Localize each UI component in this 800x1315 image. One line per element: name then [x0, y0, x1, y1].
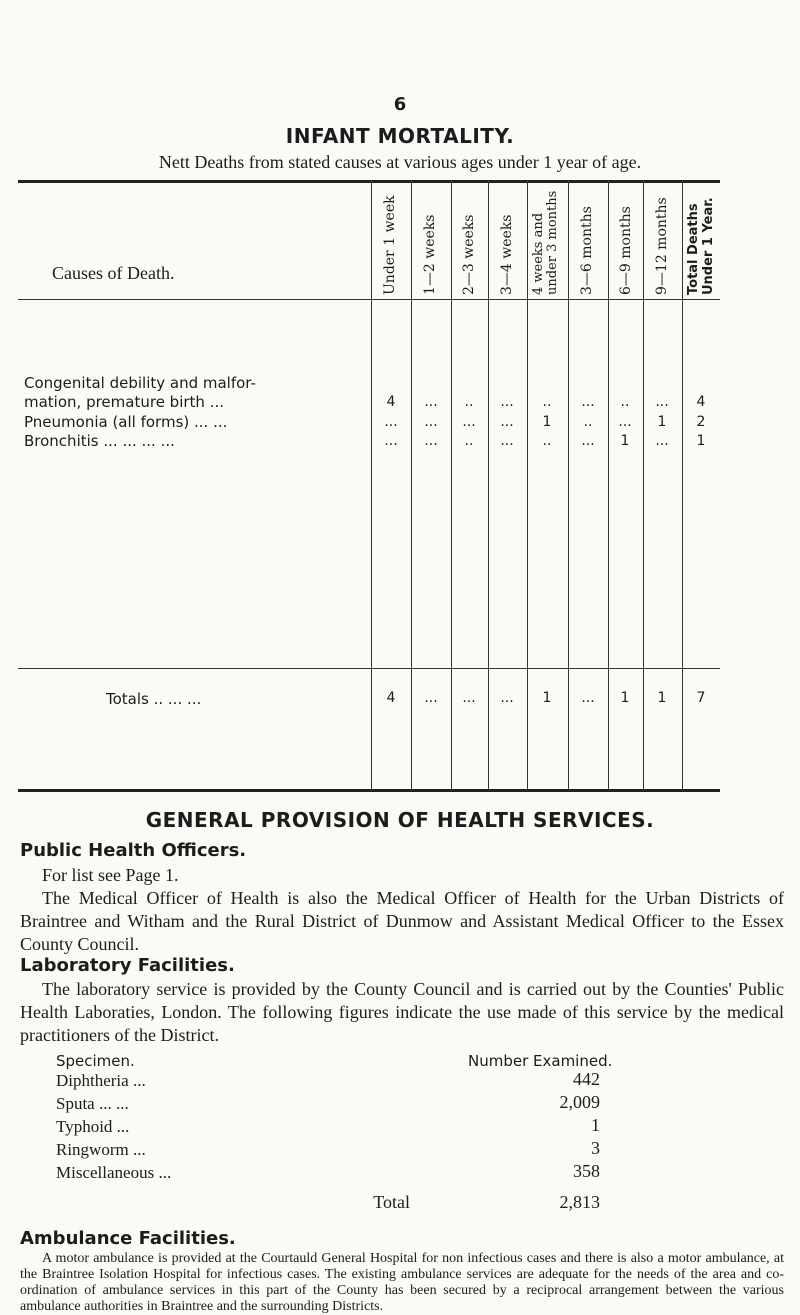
totals-cell: 1	[542, 690, 552, 706]
totals-cell: ...	[500, 690, 514, 706]
ambulance-text: A motor ambulance is provided at the Courtauld General Hospital for non infectious cases and there is also a motor ambulance, at the Braintree Isolation Hospital for infectious cases. The existing ambulance services are adequate for the needs of the area and co-ordination of ambulance services in this part of the County has been secured by a reciprocal arrangement between the various ambulance authorities in Braintree and the surrounding Districts.	[20, 1251, 784, 1314]
table-cell: ...	[581, 394, 595, 410]
table-cell: ...	[500, 433, 514, 449]
laboratory-text: The laboratory service is provided by the County Council and is carried out by the Counties' Public Health Laboraties, London. The following figures indicate the use made of this service by the medical practitioners of the District.	[20, 979, 784, 1045]
table-cell: ...	[581, 433, 595, 449]
table-cell: ...	[424, 433, 438, 449]
specimen-col-header: Specimen.	[56, 1052, 135, 1070]
table-cell: 4	[386, 394, 396, 410]
table-cell: ...	[384, 433, 398, 449]
table-cell: ..	[542, 433, 552, 449]
table-cell: ...	[655, 433, 669, 449]
table-cell: 1	[620, 433, 630, 449]
table-cell: ..	[464, 394, 474, 410]
col-header-2-3-weeks: 2—3 weeks	[461, 214, 477, 295]
specimen-name: Miscellaneous ...	[56, 1163, 172, 1182]
section-title: GENERAL PROVISION OF HEALTH SERVICES.	[145, 808, 655, 832]
col-header-3-4-weeks: 3—4 weeks	[499, 214, 515, 295]
total-label: Total	[373, 1192, 410, 1212]
col-header-4wk-3mo: 4 weeks and under 3 months	[531, 190, 560, 295]
causes-header: Causes of Death.	[52, 263, 175, 283]
col-header-9-12-months: 9—12 months	[654, 197, 670, 295]
table-cell: 1	[542, 414, 552, 430]
col-header-1-2-weeks: 1—2 weeks	[422, 214, 438, 295]
row-label-congenital-line1: Congenital debility and malfor-	[24, 374, 256, 392]
totals-cell: ...	[581, 690, 595, 706]
col-divider	[371, 180, 372, 789]
totals-cell: 1	[657, 690, 667, 706]
col-header-total: Total Deaths Under 1 Year.	[686, 197, 716, 295]
table-cell: ..	[542, 394, 552, 410]
specimen-name: Diphtheria ...	[56, 1071, 146, 1090]
totals-cell: ...	[424, 690, 438, 706]
col-header-6-9-months: 6—9 months	[618, 206, 634, 295]
col-divider	[527, 180, 528, 789]
table-cell: 2	[696, 414, 706, 430]
specimen-name: Ringworm ...	[56, 1140, 146, 1159]
col-header-under-1-week: Under 1 week	[382, 195, 398, 295]
number-col-header: Number Examined.	[468, 1052, 613, 1070]
public-health-text	[20, 864, 784, 956]
page-number: 6	[393, 94, 407, 115]
col-header-3-6-months: 3—6 months	[579, 206, 595, 295]
table-bottom-rule	[18, 789, 720, 792]
table-cell: ...	[500, 414, 514, 430]
table-cell: ...	[424, 414, 438, 430]
table-cell: 4	[696, 394, 706, 410]
row-label-bronchitis: Bronchitis ... ... ... ...	[24, 432, 175, 450]
table-cell: ...	[462, 414, 476, 430]
table-cell: ...	[424, 394, 438, 410]
specimen-name: Sputa ... ...	[56, 1094, 129, 1113]
table-cell: ..	[620, 394, 630, 410]
ambulance-paragraph	[20, 1251, 784, 1314]
table-cell: ...	[618, 414, 632, 430]
page-title: INFANT MORTALITY.	[285, 124, 515, 148]
public-health-heading: Public Health Officers.	[20, 840, 247, 861]
totals-cell: 4	[386, 690, 396, 706]
totals-cell: 1	[620, 690, 630, 706]
totals-cell: ...	[462, 690, 476, 706]
public-health-paragraph: The Medical Officer of Health is also the Medical Officer of Health for the Urban Districts of Braintree and Witham and the Rural District of Dunmow and Assistant Medical Officer to the Essex County Council.	[20, 888, 784, 954]
table-top-rule	[18, 180, 720, 183]
specimen-count: 2,009	[559, 1092, 600, 1112]
total-value: 2,813	[559, 1192, 600, 1212]
infant-mortality-table	[18, 180, 720, 792]
totals-cell: 7	[696, 690, 706, 706]
table-cell: 1	[696, 433, 706, 449]
row-label-congenital-line2: mation, premature birth ...	[24, 393, 225, 411]
col-divider	[411, 180, 412, 789]
row-label-pneumonia: Pneumonia (all forms) ... ...	[24, 413, 228, 431]
table-cell: ...	[655, 394, 669, 410]
laboratory-heading: Laboratory Facilities.	[20, 955, 235, 976]
table-cell: ..	[464, 433, 474, 449]
table-subtitle: Nett Deaths from stated causes at various ages under 1 year of age.	[158, 152, 642, 172]
table-cell: ..	[583, 414, 593, 430]
specimen-count: 1	[591, 1115, 600, 1135]
totals-divider	[18, 668, 720, 669]
specimen-count: 442	[573, 1069, 600, 1089]
specimen-name: Typhoid ...	[56, 1117, 130, 1136]
ambulance-heading: Ambulance Facilities.	[20, 1228, 236, 1249]
laboratory-paragraph	[20, 978, 784, 1047]
col-divider	[568, 180, 569, 789]
specimen-count: 358	[573, 1161, 600, 1181]
totals-label: Totals .. ... ...	[106, 690, 202, 708]
table-cell: ...	[384, 414, 398, 430]
page-reference: For list see Page 1.	[42, 865, 179, 885]
table-cell: ...	[500, 394, 514, 410]
table-cell: 1	[657, 414, 667, 430]
header-divider	[18, 299, 720, 300]
specimen-count: 3	[591, 1138, 600, 1158]
